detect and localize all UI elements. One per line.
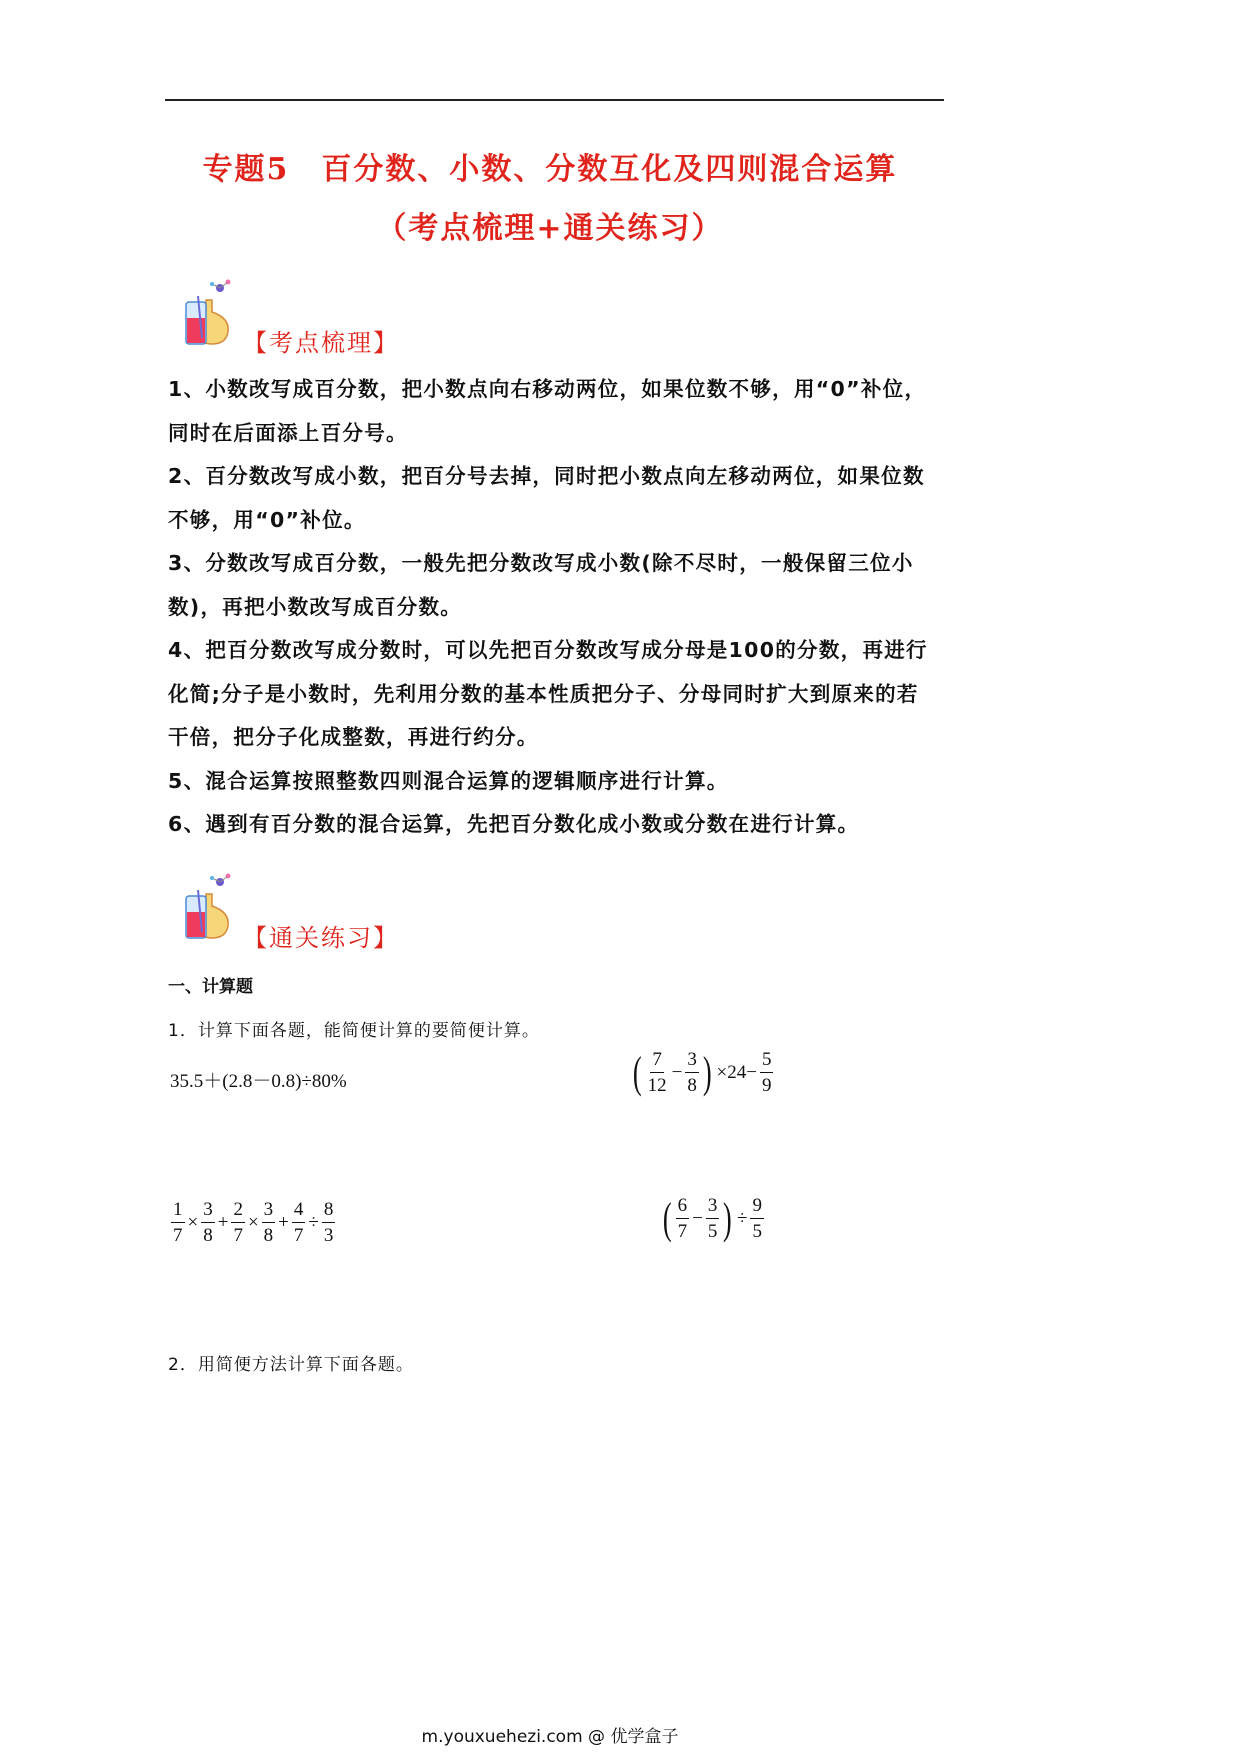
denominator: 7: [293, 1225, 304, 1246]
fraction: [646, 1050, 669, 1095]
point-item: 2、百分数改写成小数，把百分号去掉，同时把小数点向左移动两位，如果位数不够，用“0”补位。: [168, 464, 925, 532]
page-title: 专题5 百分数、小数、分数互化及四则混合运算: [202, 152, 898, 187]
fraction: [171, 1200, 185, 1245]
right-paren: ): [702, 1047, 712, 1097]
expression-3: [170, 1200, 336, 1245]
fraction: [706, 1196, 720, 1241]
point-item: 6、遇到有百分数的混合运算，先把百分数化成小数或分数在进行计算。: [168, 812, 860, 836]
fraction: [231, 1200, 245, 1245]
fraction: [201, 1200, 215, 1245]
operator: ×: [187, 1211, 199, 1233]
denominator: 5: [752, 1221, 762, 1242]
denominator: 8: [203, 1225, 213, 1246]
fraction: [685, 1050, 699, 1095]
section-heading-practice: 【通关练习】: [243, 924, 399, 952]
fraction: [322, 1200, 336, 1245]
denominator: 8: [687, 1075, 697, 1096]
expression-text: 35.5＋(2.8－0.8)÷80%: [170, 1071, 347, 1092]
right-paren: ): [723, 1193, 733, 1243]
operator: +: [278, 1211, 289, 1233]
section-heading-points: 【考点梳理】: [243, 329, 399, 357]
operator: ÷: [308, 1211, 319, 1233]
flask-icon: [182, 278, 238, 350]
point-item: 4、把百分数改写成分数时，可以先把百分数改写成分母是100的分数，再进行化简;分子是小数时，先利用分数的基本性质把分子、分母同时扩大到原来的若干倍，把分子化成整数，再进行约分。: [168, 638, 928, 749]
numerator: 4: [292, 1200, 306, 1223]
header-rule: [165, 99, 944, 101]
left-paren: (: [662, 1193, 672, 1243]
numerator: 3: [685, 1050, 699, 1073]
question-1: 1．计算下面各题，能简便计算的要简便计算。: [168, 1021, 540, 1041]
operator: +: [217, 1211, 229, 1233]
fraction: [262, 1200, 276, 1245]
numerator: 8: [322, 1200, 336, 1223]
denominator: 7: [173, 1225, 183, 1246]
denominator: 5: [707, 1221, 718, 1242]
question-2: 2．用简便方法计算下面各题。: [168, 1355, 414, 1375]
fraction: [676, 1196, 690, 1241]
numerator: 3: [201, 1200, 215, 1223]
key-points: [168, 368, 938, 847]
point-item: 5、混合运算按照整数四则混合运算的逻辑顺序进行计算。: [168, 768, 729, 793]
flask-icon: [182, 872, 238, 944]
numerator: 2: [231, 1200, 245, 1223]
denominator: 3: [323, 1225, 334, 1246]
numerator: 1: [171, 1200, 185, 1223]
page-subtitle: （考点梳理+通关练习）: [376, 211, 724, 246]
numerator: 3: [262, 1200, 276, 1223]
page-footer: m.youxuehezi.com @ 优学盒子: [421, 1727, 679, 1747]
denominator: 9: [761, 1075, 772, 1096]
denominator: 8: [263, 1225, 274, 1246]
fraction: [292, 1200, 306, 1245]
numerator: 5: [760, 1050, 774, 1073]
operator: −: [692, 1207, 703, 1229]
fraction: [760, 1050, 774, 1095]
numerator: 6: [676, 1196, 690, 1219]
expression-4: [660, 1193, 765, 1243]
denominator: 12: [647, 1075, 667, 1096]
part-heading: 一、计算题: [168, 977, 253, 997]
operator: ×24−: [716, 1061, 757, 1083]
numerator: 3: [706, 1196, 720, 1219]
expression-1: [170, 1066, 347, 1093]
operator: −: [671, 1061, 683, 1083]
fraction: [750, 1196, 764, 1241]
operator: ×: [247, 1211, 259, 1233]
denominator: 7: [233, 1225, 243, 1246]
denominator: 7: [677, 1221, 688, 1242]
numerator: 9: [750, 1196, 764, 1219]
operator: ÷: [737, 1207, 748, 1229]
left-paren: (: [632, 1047, 642, 1097]
numerator: 7: [650, 1050, 664, 1073]
point-item: 3、分数改写成百分数，一般先把分数改写成小数(除不尽时，一般保留三位小数)，再把小数改写成百分数。: [168, 551, 914, 619]
expression-2: [630, 1047, 774, 1097]
point-item: 1、小数改写成百分数，把小数点向右移动两位，如果位数不够，用“0”补位，同时在后面添上百分号。: [168, 377, 927, 445]
